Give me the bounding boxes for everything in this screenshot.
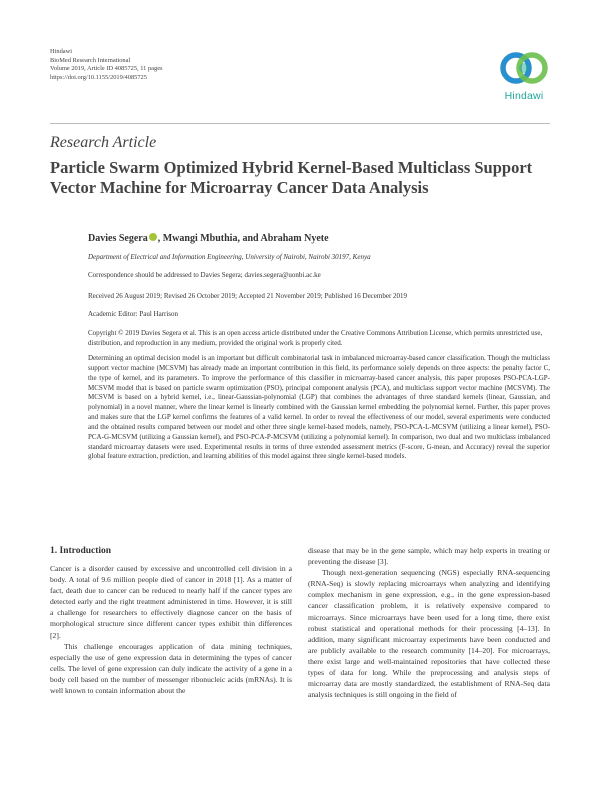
column-left	[50, 563, 292, 696]
publisher-name: Hindawi	[50, 48, 73, 55]
column-right	[308, 545, 550, 700]
logo-wordmark: Hindawi	[504, 90, 544, 102]
volume-info: Volume 2019, Article ID 4085725, 11 pages	[50, 65, 163, 73]
dates: Received 26 August 2019; Revised 26 October 2019; Accepted 21 November 2019; Published 16 December 2019	[88, 292, 408, 300]
copyright: Copyright © 2019 Davies Segera et al. This is an open access article distributed under the Creative Commons Attribution License, which permits unrestricted use, distribution, and reproduction in any medium, provided the original work is properly cited.	[88, 329, 543, 347]
doi-link[interactable]: https://doi.org/10.1155/2019/4085725	[50, 73, 147, 81]
paragraph: This challenge encourages application of data mining techniques, especially the use of gene expression data in determining the types of cancer cells. The level of gene expression can duly indicate the activity of a gene in a body cell based on the number of messenger ribonucleic acids (mRNAs). It is well known to contain information about the	[50, 641, 292, 696]
journal-name: BioMed Research International	[50, 56, 131, 64]
author-list	[88, 233, 329, 244]
affiliation: Department of Electrical and Information Engineering, University of Nairobi, Nairobi 30197, Kenya	[88, 253, 371, 261]
orcid-icon[interactable]	[149, 233, 157, 241]
article-type: Research Article	[50, 134, 157, 151]
header-divider	[50, 123, 550, 124]
correspondence: Correspondence should be addressed to Davies Segera; davies.segera@uonbi.ac.ke	[88, 271, 321, 279]
section-heading: 1. Introduction	[50, 546, 112, 556]
author-first[interactable]: Davies Segera	[88, 233, 148, 244]
abstract: Determining an optimal decision model is an important but difficult combinatorial task in imbalanced microarray-based cancer classification. Though the multiclass support vector machine (MCSVM) has already made an important contribution in this field, its performance solely depends on three aspects: the penalty factor C, the type of kernel, and its parameters. To improve the performance of this classifier in microarray-based cancer analysis, this paper proposes PSO-PCA-LGP-MCSVM model that is based on particle swarm optimization (PSO), principal component analysis (PCA), and multiclass support vector machine (MCSVM). The MCSVM is based on a hybrid kernel, i.e., linear-Gaussian-polynomial (LGP) that combines the advantages of three standard kernels (linear, Gaussian, and polynomial) in a novel manner, where the linear kernel is linearly combined with the Gaussian kernel embedding the polynomial kernel. Further, this paper proves and makes sure that the LGP kernel confirms the features of a valid kernel. In order to reveal the effectiveness of our model, several experiments were conducted and the obtained results compared between our model and other three single kernel-based models, namely, PSO-PCA-L-MCSVM (utilizing a linear kernel), PSO-PCA-G-MCSVM (utilizing a Gaussian kernel), and PSO-PCA-P-MCSVM (utilizing a polynomial kernel). In comparison, two dual and two multiclass imbalanced standard microarray datasets were used. Experimental results in terms of three extended assessment metrics (F-score, G-mean, and Accuracy) reveal the superior global feature extraction, prediction, and learning abilities of this model against three single kernel-based models.	[88, 354, 550, 461]
paragraph: Though next-generation sequencing (NGS) especially RNA-sequencing (RNA-Seq) is slowly replacing microarrays when analyzing and identifying complex mechanism in gene expression, e.g., in the gene expression-based cancer classification problem, it is relatively expensive compared to microarrays. Since microarrays have been used for a long time, there exist robust statistical and operational methods for their processing [4–13]. In addition, many significant microarray experiments have been conducted and are publicly available to the research community [14–20]. For microarrays, there exist large and well-maintained repositories that have collected these types of data for long. While the preprocessing and analysis steps of microarray data are mostly standardized, the establishment of RNA-Seq data analysis techniques is still ongoing in the field of	[308, 568, 550, 700]
paragraph: Cancer is a disorder caused by excessive and uncontrolled cell division in a body. A total of 9.6 million people died of cancer in 2018 [1]. As a matter of fact, death due to cancer can be reduced to nearly half if the cancer types are detected early and the right treatment administered in time. However, it is still a challenge for researchers to effectively diagnose cancer on the basis of morphological structure since different cancer types exhibit thin differences [2].	[50, 564, 292, 640]
author-rest: , Mwangi Mbuthia, and Abraham Nyete	[157, 233, 329, 244]
academic-editor: Academic Editor: Paul Harrison	[88, 310, 179, 318]
paragraph: disease that may be in the gene sample, which may help experts in treating or preventing the disease [3].	[308, 546, 550, 567]
journal-meta	[50, 48, 163, 82]
article-title: Particle Swarm Optimized Hybrid Kernel-Based Multiclass Support Vector Machine for Microarray Cancer Data Analysis	[50, 158, 533, 197]
